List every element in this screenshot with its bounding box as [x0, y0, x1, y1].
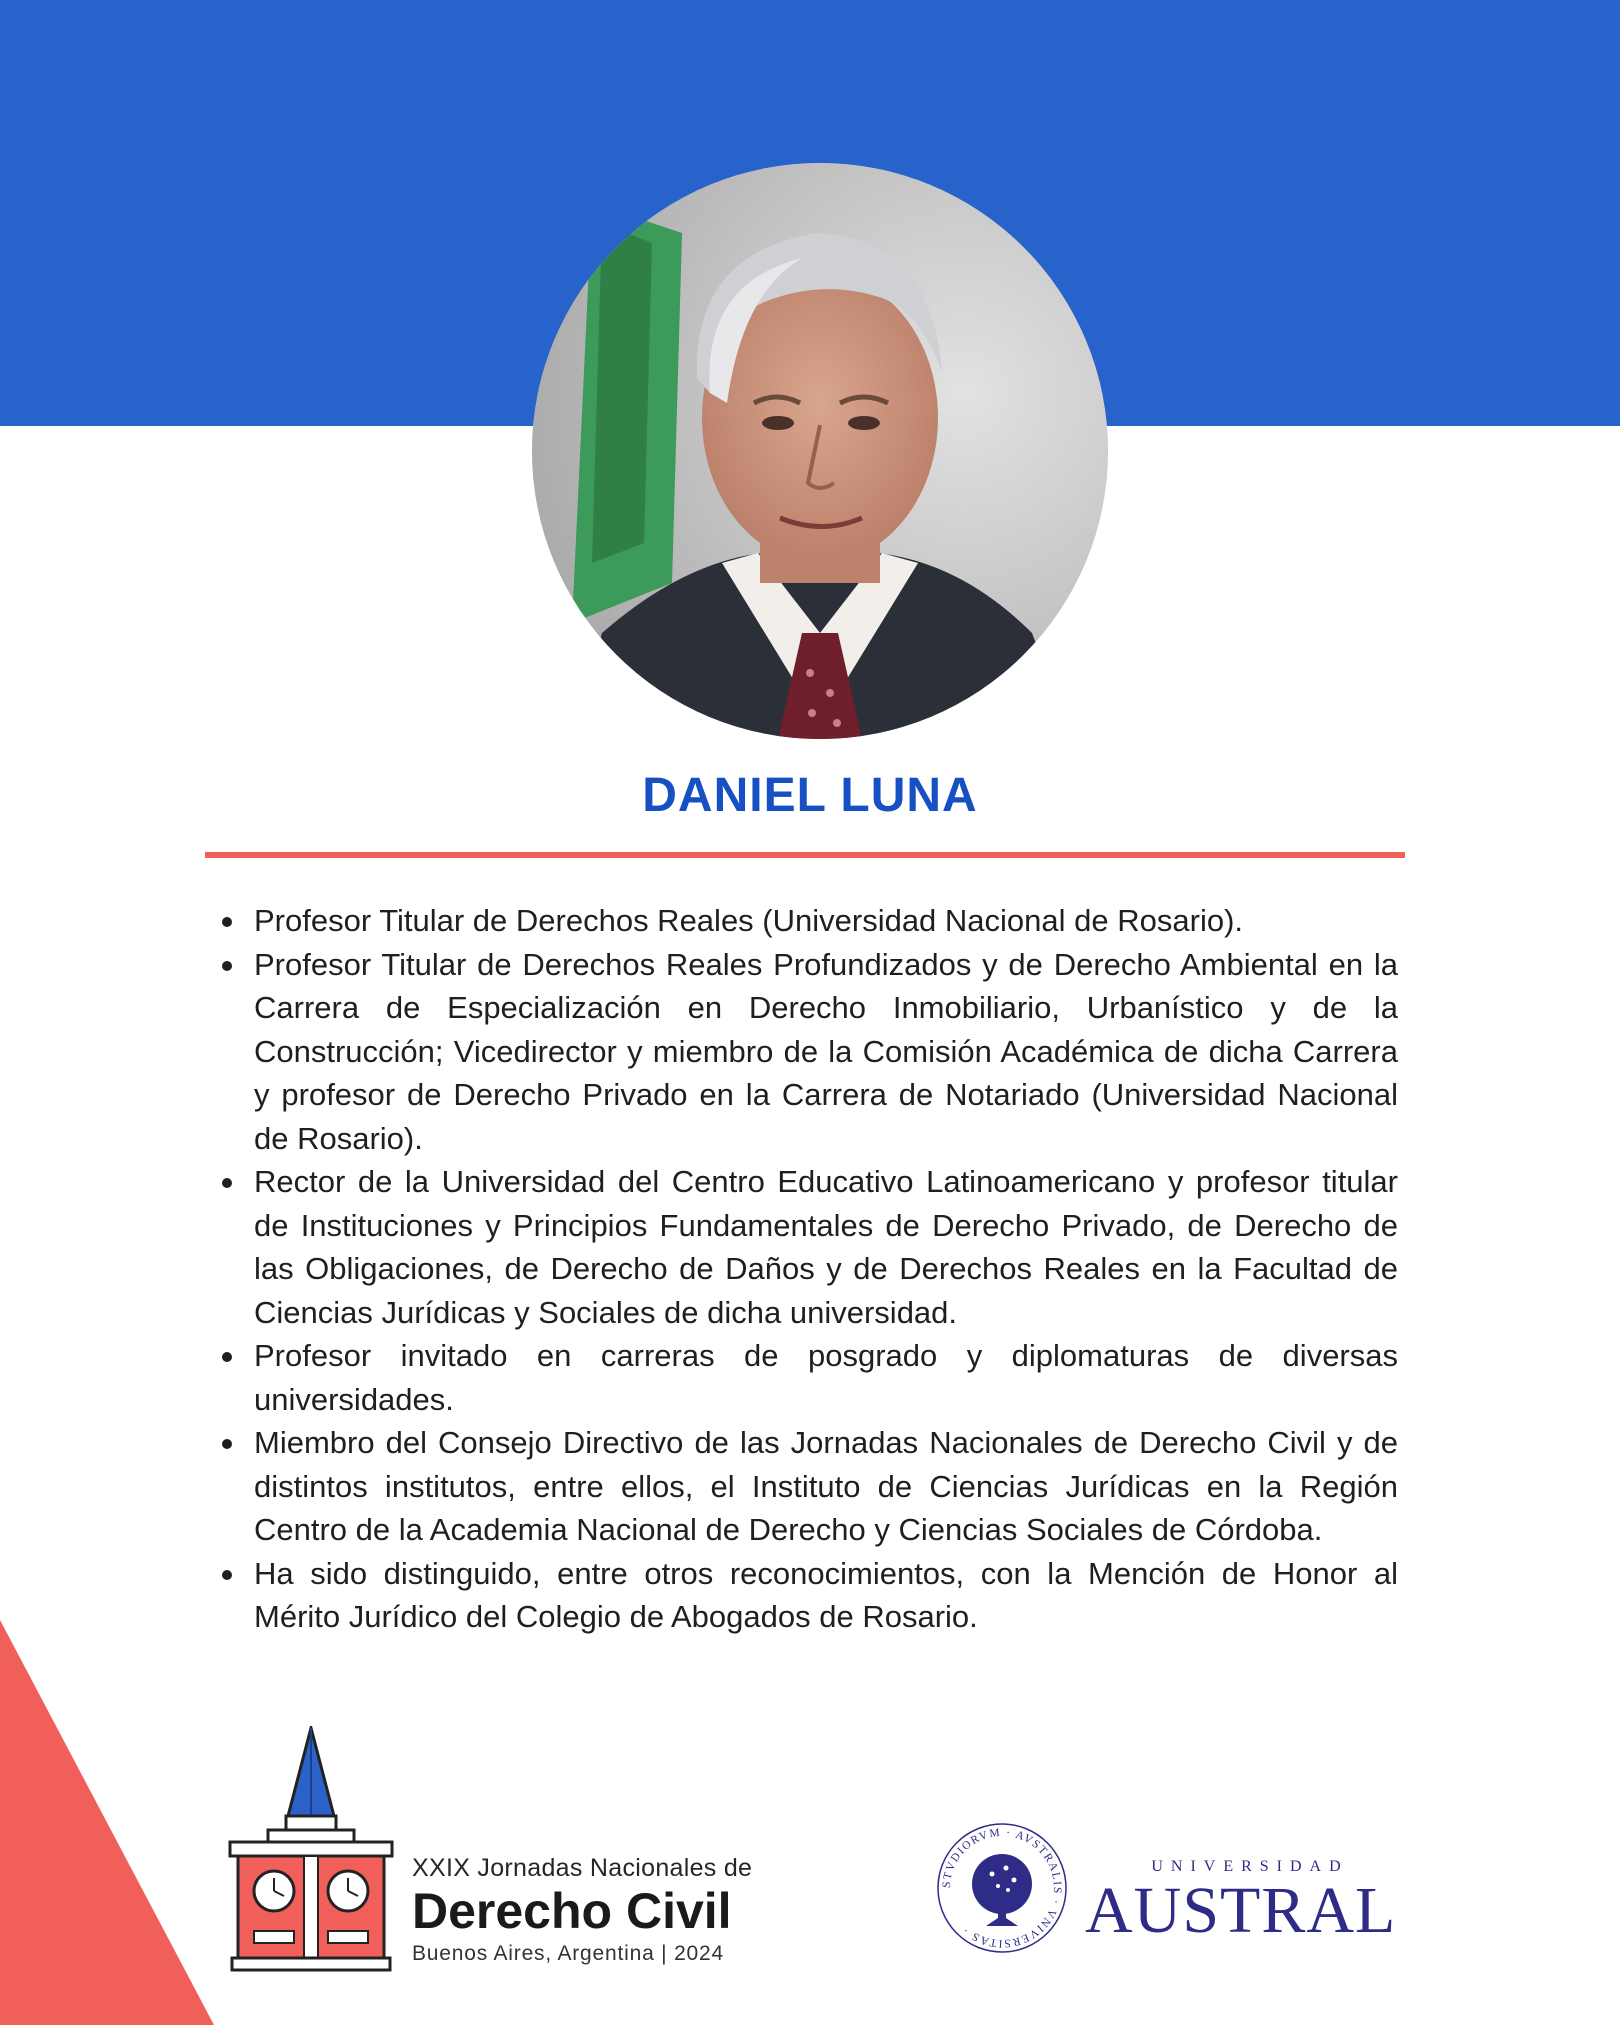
bio-list [220, 899, 1398, 1639]
event-edition: XXIX Jornadas Nacionales de [412, 1854, 753, 1882]
bullet-icon [222, 1570, 232, 1580]
clock-tower-logo-icon [228, 1726, 394, 1972]
austral-small-caption: UNIVERSIDAD [1151, 1858, 1349, 1875]
bio-item: Ha sido distinguido, entre otros reconocimientos, con la Mención de Honor al Mérito Jurídico del Colegio de Abogados de Rosario. [220, 1552, 1398, 1639]
bio-item: Miembro del Consejo Directivo de las Jornadas Nacionales de Derecho Civil y de distintos institutos, entre ellos, el Instituto de Ciencias Jurídicas en la Región Centro de la Academia Nacional de Derecho y Ciencias Sociales de Córdoba. [220, 1421, 1398, 1552]
bio-item: Rector de la Universidad del Centro Educativo Latinoamericano y profesor titular de Instituciones y Principios Fundamentales de Derecho Privado, de Derecho de las Obligaciones, de Derecho de Daños y de Derechos Reales en la Facultad de Ciencias Jurídicas y Sociales de dicha universidad. [220, 1160, 1398, 1334]
bullet-icon [222, 1178, 232, 1188]
bullet-icon [222, 1439, 232, 1449]
austral-name: AUSTRAL [1085, 1874, 1397, 1947]
corner-triangle-decoration [0, 1620, 220, 2025]
bullet-icon [222, 961, 232, 971]
name-divider [205, 852, 1405, 858]
speaker-name: DANIEL LUNA [642, 769, 978, 822]
event-logo-text [412, 1853, 752, 1969]
bio-item: Profesor Titular de Derechos Reales (Universidad Nacional de Rosario). [220, 899, 1398, 943]
bio-item: Profesor Titular de Derechos Reales Profundizados y de Derecho Ambiental en la Carrera de Especialización en Derecho Inmobiliario, Urbanístico y de la Construcción; Vicedirector y miembro de la Comisión Académica de dicha Carrera y profesor de Derecho Privado en la Carrera de Notariado (Universidad Nacional de Rosario). [220, 943, 1398, 1161]
bio-item: Profesor invitado en carreras de posgrado y diplomaturas de diversas universidades. [220, 1334, 1398, 1421]
bullet-icon [222, 917, 232, 927]
event-location: Buenos Aires, Argentina | 2024 [412, 1942, 724, 1965]
austral-wordmark [1085, 1858, 1396, 1946]
speaker-portrait [532, 163, 1108, 739]
austral-seal-icon [936, 1822, 1068, 1954]
svg-text:STVDIORVM · AVSTRALIS · VNIVER: STVDIORVM · AVSTRALIS · VNIVERSITAS · [940, 1826, 1064, 1950]
bullet-icon [222, 1352, 232, 1362]
event-title: Derecho Civil [412, 1883, 732, 1939]
